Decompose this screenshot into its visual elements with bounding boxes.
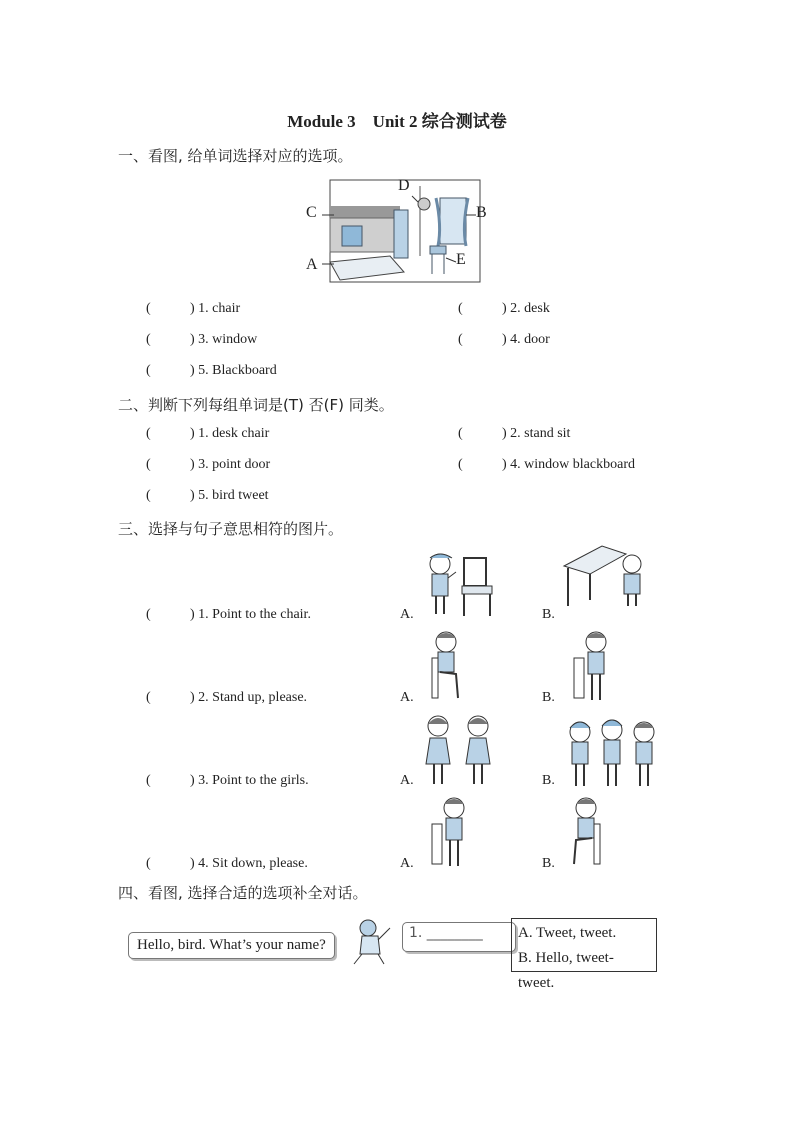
s3-q1-option-b[interactable]: B.	[542, 607, 555, 622]
s1-item-5[interactable]: ( ) 5. Blackboard	[146, 363, 277, 378]
option-a: A. Tweet, tweet.	[518, 925, 617, 941]
label-d: D	[398, 177, 410, 194]
three-boys-picture	[564, 712, 660, 790]
s3-item-2[interactable]: ( ) 2. Stand up, please.	[146, 690, 308, 705]
boy-sitting-picture-2	[566, 794, 606, 870]
option-b: B. Hello, tweet-tweet.	[518, 950, 614, 991]
s3-item-3[interactable]: ( ) 3. Point to the girls.	[146, 773, 309, 788]
s3-item-4[interactable]: ( ) 4. Sit down, please.	[146, 856, 308, 871]
options-box	[511, 918, 657, 991]
s3-item-1[interactable]: ( ) 1. Point to the chair.	[146, 607, 311, 622]
s3-q4-option-a[interactable]: A.	[400, 856, 414, 871]
boy-standing-picture	[570, 628, 614, 704]
boy-standing-picture-2	[428, 794, 472, 870]
section-1-heading: 一、看图, 给单词选择对应的选项。	[118, 147, 353, 165]
answer-blank-text: 1. ________	[409, 925, 483, 941]
s1-item-4[interactable]: ( ) 4. door	[458, 332, 550, 347]
answer-blank[interactable]	[402, 922, 516, 952]
label-b: B	[476, 204, 487, 221]
s3-q1-option-a[interactable]: A.	[400, 607, 414, 622]
s3-q3-option-a[interactable]: A.	[400, 773, 414, 788]
label-c: C	[306, 204, 317, 221]
s3-q4-option-b[interactable]: B.	[542, 856, 555, 871]
label-e: E	[456, 251, 466, 268]
s3-q2-option-a[interactable]: A.	[400, 690, 414, 705]
s2-item-1[interactable]: ( ) 1. desk chair	[146, 426, 270, 441]
two-girls-picture	[420, 710, 500, 790]
section-4-heading: 四、看图, 选择合适的选项补全对话。	[118, 884, 368, 902]
s2-item-3[interactable]: ( ) 3. point door	[146, 457, 271, 472]
boy-and-chair-picture	[418, 550, 504, 620]
s2-item-4[interactable]: ( ) 4. window blackboard	[458, 457, 635, 472]
label-a: A	[306, 256, 318, 273]
bird-picture	[348, 914, 398, 968]
s1-item-3[interactable]: ( ) 3. window	[146, 332, 258, 347]
s3-q3-option-b[interactable]: B.	[542, 773, 555, 788]
section-3-heading: 三、选择与句子意思相符的图片。	[118, 520, 344, 538]
s1-item-1[interactable]: ( ) 1. chair	[146, 301, 241, 316]
boy-sitting-picture	[426, 628, 466, 704]
s1-item-2[interactable]: ( ) 2. desk	[458, 301, 550, 316]
page-title: Module 3 Unit 2 综合测试卷	[287, 112, 507, 131]
section-2-heading: 二、判断下列每组单词是(T) 否(F) 同类。	[118, 396, 394, 414]
s2-item-2[interactable]: ( ) 2. stand sit	[458, 426, 571, 441]
speech-bubble: Hello, bird. What’s your name?	[128, 932, 335, 959]
s2-item-5[interactable]: ( ) 5. bird tweet	[146, 488, 269, 503]
s3-q2-option-b[interactable]: B.	[542, 690, 555, 705]
desk-and-girl-picture	[562, 544, 652, 610]
